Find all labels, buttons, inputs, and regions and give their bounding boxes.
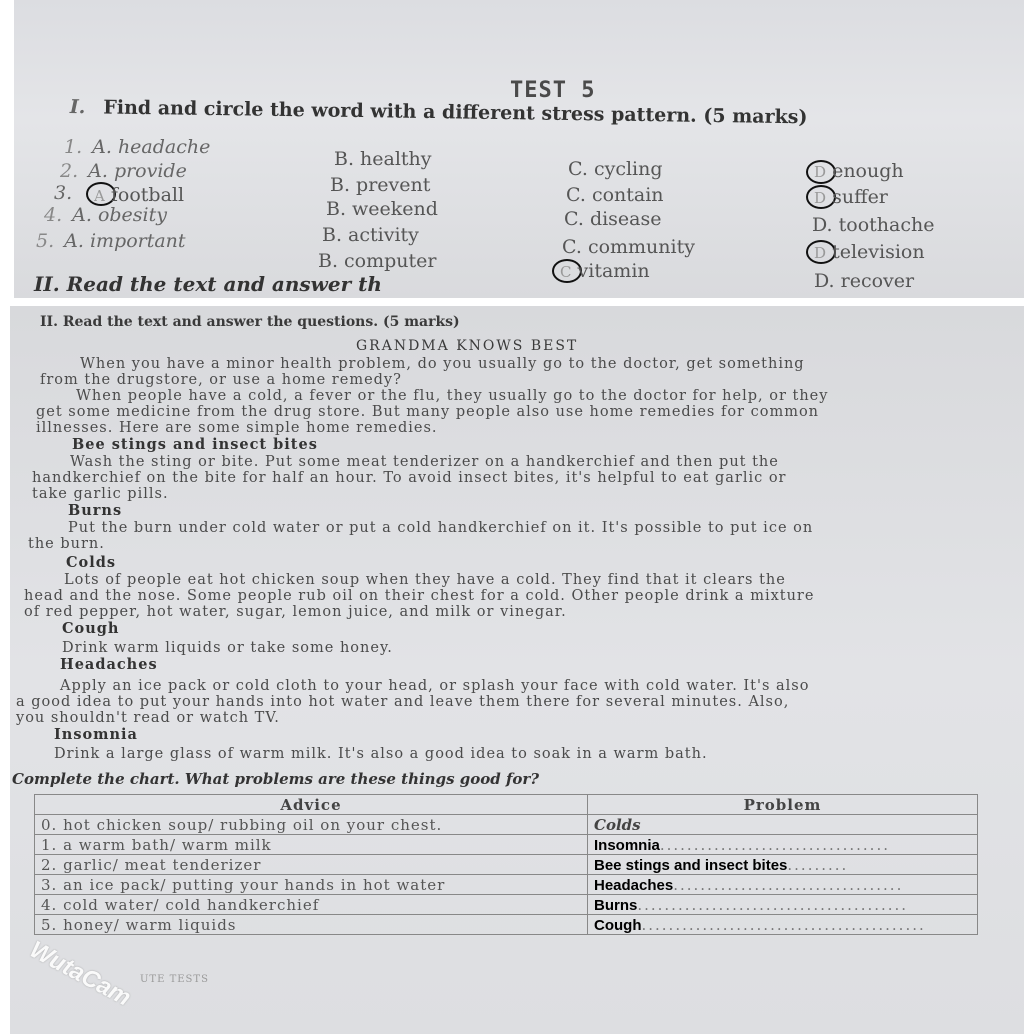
part2-heading: II. Read the text and answer the questions. (5 marks)	[40, 314, 460, 330]
q5-option-b: B. computer	[318, 250, 437, 272]
table-row	[35, 895, 978, 915]
q3-number: 3.	[54, 182, 73, 204]
header-advice: Advice	[35, 795, 588, 815]
photo-separator	[0, 298, 1024, 306]
section-line: the burn.	[28, 536, 105, 552]
intro-line: from the drugstore, or use a home remedy?	[40, 372, 402, 388]
section-line: Drink warm liquids or take some honey.	[62, 640, 393, 656]
problem-cell: Burns........................................	[588, 895, 978, 915]
header-problem: Problem	[588, 795, 978, 815]
written-answer: Burns	[594, 896, 638, 914]
advice-cell: 0. hot chicken soup/ rubbing oil on your chest.	[35, 815, 588, 835]
part1-instruction	[70, 96, 808, 128]
problem-cell: Cough..........................................	[588, 915, 978, 935]
section-title-bee-stings: Bee stings and insect bites	[72, 436, 318, 453]
q5-option-a: 5. A. important	[36, 230, 186, 252]
q1-option-b: B. healthy	[334, 148, 432, 170]
q4-option-d: D television	[814, 241, 925, 263]
test-title: TEST 5	[510, 78, 596, 103]
q3-option-a: A football	[94, 184, 185, 206]
section-line: handkerchief on the bite for half an hour. To avoid insect bites, it's helpful to eat garlic or	[32, 470, 787, 486]
q1-option-c: C. cycling	[568, 158, 663, 180]
part1-instruction-text: Find and circle the word with a different stress pattern. (5 marks)	[103, 96, 808, 129]
q4-option-a: 4. A. obesity	[44, 204, 167, 226]
answer-table	[34, 794, 978, 935]
table-row	[35, 855, 978, 875]
section-title-colds: Colds	[66, 554, 117, 571]
problem-cell: Bee stings and insect bites.........	[588, 855, 978, 875]
section-line: Drink a large glass of warm milk. It's also a good idea to soak in a warm bath.	[54, 746, 708, 762]
problem-cell: Headaches..................................	[588, 875, 978, 895]
q3-option-c: C. disease	[564, 208, 662, 230]
intro-line: illnesses. Here are some simple home remedies.	[36, 420, 438, 436]
table-header-row	[35, 795, 978, 815]
advice-cell: 5. honey/ warm liquids	[35, 915, 588, 935]
section-line: head and the nose. Some people rub oil on their chest for a cold. Other people drink a mixture	[24, 588, 815, 604]
q5-option-c: C vitamin	[560, 260, 650, 282]
written-answer: Bee stings and insect bites	[594, 856, 788, 874]
section-line: Put the burn under cold water or put a cold handkerchief on it. It's possible to put ice on	[68, 520, 814, 536]
section-line: Wash the sting or bite. Put some meat tenderizer on a handkerchief and then put the	[70, 454, 779, 470]
table-row	[35, 875, 978, 895]
bottom-photo	[10, 306, 1024, 1034]
advice-cell: 1. a warm bath/ warm milk	[35, 835, 588, 855]
intro-line: When you have a minor health problem, do you usually go to the doctor, get something	[80, 356, 805, 372]
section-line: Apply an ice pack or cold cloth to your head, or splash your face with cold water. It's also	[60, 678, 810, 694]
q4-option-c: C. community	[562, 236, 695, 258]
intro-line: When people have a cold, a fever or the flu, they usually go to the doctor for help, or they	[76, 388, 829, 404]
table-row	[35, 815, 978, 835]
chart-prompt: Complete the chart. What problems are these things good for?	[12, 770, 540, 788]
q1-option-d: D enough	[814, 160, 904, 182]
q3-option-b: B. weekend	[326, 198, 438, 220]
top-photo	[14, 0, 1024, 298]
q2-option-a: 2. A. provide	[60, 160, 187, 182]
section-title-cough: Cough	[62, 620, 120, 637]
q2-option-d: D suffer	[814, 186, 888, 208]
written-answer: Insomnia	[594, 836, 660, 854]
written-answer: Headaches	[594, 876, 674, 894]
written-answer: Cough	[594, 916, 642, 934]
section-line: of red pepper, hot water, sugar, lemon juice, and milk or vinegar.	[24, 604, 567, 620]
section-line: Lots of people eat hot chicken soup when they have a cold. They find that it clears the	[64, 572, 786, 588]
footer-faint-text: UTE TESTS	[140, 974, 209, 985]
part1-number: I.	[69, 96, 86, 119]
advice-cell: 4. cold water/ cold handkerchief	[35, 895, 588, 915]
table-row	[35, 915, 978, 935]
advice-cell: 3. an ice pack/ putting your hands in hot water	[35, 875, 588, 895]
problem-cell: Insomnia..................................	[588, 835, 978, 855]
q2-option-b: B. prevent	[330, 174, 431, 196]
q2-option-c: C. contain	[566, 184, 664, 206]
section-line: you shouldn't read or watch TV.	[16, 710, 280, 726]
advice-cell: 2. garlic/ meat tenderizer	[35, 855, 588, 875]
section-title-insomnia: Insomnia	[54, 726, 138, 743]
story-title: GRANDMA KNOWS BEST	[356, 338, 579, 354]
intro-line: get some medicine from the drug store. But many people also use home remedies for common	[36, 404, 820, 420]
q1-option-a: 1. A. headache	[64, 136, 211, 158]
section-title-headaches: Headaches	[60, 656, 158, 673]
problem-cell	[588, 815, 978, 835]
q4-option-b: B. activity	[322, 224, 419, 246]
given-answer: Colds	[594, 815, 641, 834]
section-line: a good idea to put your hands into hot water and leave them there for several minutes. Also,	[16, 694, 790, 710]
section-title-burns: Burns	[68, 502, 123, 519]
cut-off-heading: II. Read the text and answer th	[34, 272, 382, 296]
watermark-logo: WutaCam	[25, 936, 136, 1012]
q3-option-d: D. toothache	[812, 214, 935, 236]
q5-option-d: D. recover	[814, 270, 915, 292]
section-line: take garlic pills.	[32, 486, 169, 502]
table-row	[35, 835, 978, 855]
